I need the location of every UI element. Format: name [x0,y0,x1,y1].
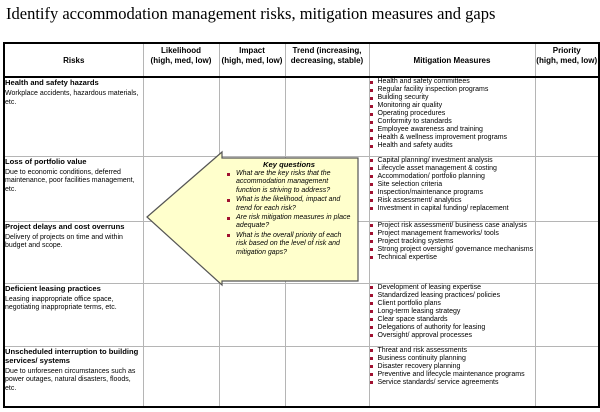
list-item: Monitoring air quality [370,102,535,110]
list-item: Regular facility inspection programs [370,86,535,94]
trend-cell[interactable] [285,346,369,407]
col-header-impact-label: Impact [239,46,265,55]
list-item: Building security [370,94,535,102]
mitigation-cell [369,346,535,407]
list-item: Project risk assessment/ business case analysis [370,222,535,230]
list-item: Risk assessment/ analytics [370,197,535,205]
key-questions-box [222,158,356,281]
list-item: Health and safety committees [370,78,535,86]
mitigation-list [370,347,535,387]
list-item: Threat and risk assessments [370,347,535,355]
mitigation-list [370,284,535,340]
col-header-likelihood-label: Likelihood [161,46,201,55]
mitigation-list [370,222,535,262]
col-header-priority-label: Priority [552,46,581,55]
risk-title: Deficient leasing practices [5,283,101,293]
list-item: Project tracking systems [370,238,535,246]
col-header-risks-label: Risks [63,56,85,66]
impact-cell[interactable] [219,283,285,346]
page-title: Identify accommodation management risks, mitigation measures and gaps [6,4,496,23]
risk-title: Loss of portfolio value [5,156,87,166]
mitigation-list [370,157,535,213]
likelihood-cell[interactable] [143,283,219,346]
col-header-likelihood [143,43,219,77]
risk-description: Workplace accidents, hazardous materials, etc. [5,90,139,106]
priority-cell[interactable] [535,283,599,346]
key-questions-callout [145,150,360,287]
risk-title: Project delays and cost overruns [5,221,125,231]
list-item: Client portfolio plans [370,300,535,308]
list-item: Oversight/ approval processes [370,332,535,340]
mitigation-cell [369,221,535,283]
mitigation-cell [369,156,535,221]
col-header-mitigation [369,43,535,77]
col-header-priority [535,43,599,77]
risk-cell [4,221,143,283]
col-header-likelihood-sub: (high, med, low) [150,55,212,65]
risk-description: Delivery of projects on time and within budget and scope. [5,233,123,250]
list-item: Employee awareness and training [370,126,535,134]
list-item: Conformity to standards [370,118,535,126]
col-header-trend-label: Trend (increasing, [292,46,362,55]
list-item: Project management frameworks/ tools [370,230,535,238]
list-item: Investment in capital funding/ replacement [370,205,535,213]
list-item: Delegations of authority for leasing [370,324,535,332]
table-row [4,283,599,346]
risk-description: Leasing inappropriate office space, negotiating inappropriate terms, etc. [5,295,117,312]
risk-cell [4,77,143,156]
table-row [4,77,599,156]
list-item: Health and safety audits [370,142,535,150]
key-questions-list [227,170,351,257]
list-item: What is the likelihood, impact and trend for each risk? [227,196,351,213]
list-item: Business continuity planning [370,355,535,363]
priority-cell[interactable] [535,346,599,407]
list-item: What are the key risks that the accommodation management function is striving to address? [227,170,351,195]
col-header-trend-sub: decreasing, stable) [290,55,364,65]
list-item: Standardized leasing practices/ policies [370,292,535,300]
risk-title: Health and safety hazards [5,78,99,87]
list-item: Health & wellness improvement programs [370,134,535,142]
list-item: Development of leasing expertise [370,284,535,292]
list-item: Inspection/maintenance programs [370,189,535,197]
col-header-priority-sub: (high, med, low) [536,55,598,65]
priority-cell[interactable] [535,156,599,221]
impact-cell[interactable] [219,77,285,156]
list-item: What is the overall priority of each risk based on the level of risk and mitigation gaps? [227,232,351,257]
key-questions-title: Key questions [263,160,315,169]
risk-cell [4,283,143,346]
list-item: Preventive and lifecycle maintenance programs [370,371,535,379]
col-header-trend [285,43,369,77]
trend-cell[interactable] [285,77,369,156]
likelihood-cell[interactable] [143,346,219,407]
list-item: Service standards/ service agreements [370,379,535,387]
risk-cell [4,156,143,221]
list-item: Are risk mitigation measures in place adequate? [227,214,351,231]
list-item: Capital planning/ investment analysis [370,157,535,165]
col-header-impact [219,43,285,77]
priority-cell[interactable] [535,221,599,283]
list-item: Long-term leasing strategy [370,308,535,316]
risk-description: Due to economic conditions, deferred maintenance, poor facilities management, etc. [5,168,135,193]
risk-description: Due to unforeseen circumstances such as power outages, natural disasters, floods, etc. [5,367,136,392]
trend-cell[interactable] [285,283,369,346]
col-header-impact-sub: (high, med, low) [221,55,283,65]
list-item: Strong project oversight/ governance mechanisms [370,246,535,254]
list-item: Site selection criteria [370,181,535,189]
risk-cell [4,346,143,407]
list-item: Accommodation/ portfolio planning [370,173,535,181]
impact-cell[interactable] [219,346,285,407]
mitigation-cell [369,283,535,346]
list-item: Disaster recovery planning [370,363,535,371]
list-item: Technical expertise [370,254,535,262]
priority-cell[interactable] [535,77,599,156]
list-item: Lifecycle asset management & costing [370,165,535,173]
col-header-risks [4,43,143,77]
mitigation-cell [369,77,535,156]
list-item: Operating procedures [370,110,535,118]
mitigation-list [370,78,535,150]
table-header-row [4,43,599,77]
likelihood-cell[interactable] [143,77,219,156]
risk-title: Unscheduled interruption to building services/ systems [5,346,139,365]
col-header-mitigation-label: Mitigation Measures [413,56,491,66]
list-item: Clear space standards [370,316,535,324]
table-row [4,346,599,407]
